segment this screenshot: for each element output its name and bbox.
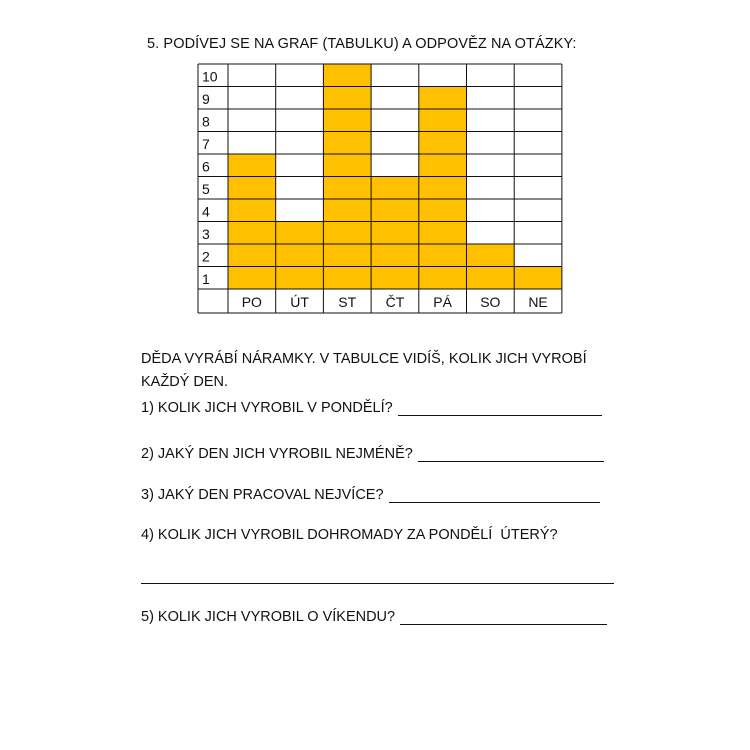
question-2-text: 2) JAKÝ DEN JICH VYROBIL NEJMÉNĚ?: [141, 446, 413, 462]
category-label-pá: PÁ: [433, 294, 452, 310]
answer-line-1[interactable]: [398, 401, 602, 416]
category-label-út: ÚT: [290, 294, 309, 310]
instruction-paragraph: DĚDA VYRÁBÍ NÁRAMKY. V TABULCE VIDÍŠ, KOLIK JICH VYROBÍ KAŽDÝ DEN.: [141, 351, 587, 390]
question-5-text: 5) KOLIK JICH VYROBIL O VÍKENDU?: [141, 609, 396, 625]
answer-line-2[interactable]: [418, 447, 604, 462]
answer-line-5[interactable]: [400, 610, 607, 625]
answer-line-4[interactable]: [141, 583, 614, 584]
answer-line-3[interactable]: [389, 488, 600, 503]
row-label-9: 9: [202, 91, 210, 107]
bar-čt: [371, 177, 419, 290]
category-label-po: PO: [241, 294, 262, 310]
question-3-text: 3) JAKÝ DEN PRACOVAL NEJVÍCE?: [141, 487, 384, 503]
row-label-8: 8: [202, 113, 210, 130]
bar-ne: [514, 267, 562, 290]
worksheet-heading: 5. PODÍVEJ SE NA GRAF (TABULKU) A ODPOVĚZ NA OTÁZKY:: [147, 36, 577, 52]
category-label-čt: ČT: [385, 294, 405, 310]
row-label-7: 7: [202, 136, 210, 152]
category-label-so: SO: [480, 294, 501, 310]
row-label-5: 5: [202, 181, 210, 197]
category-label-st: ST: [338, 294, 357, 310]
question-4: [141, 527, 558, 543]
question-3: [141, 487, 600, 503]
row-label-1: 1: [202, 271, 210, 287]
category-label-ne: NE: [528, 294, 548, 310]
question-1-text: 1) KOLIK JICH VYROBIL V PONDĚLÍ?: [141, 400, 393, 416]
row-label-3: 3: [202, 226, 210, 242]
question-4-text: 4) KOLIK JICH VYROBIL DOHROMADY ZA PONDĚLÍ ÚTERÝ?: [141, 527, 558, 543]
bar-pá: [419, 87, 467, 290]
bar-út: [276, 222, 324, 290]
question-1: [141, 400, 602, 416]
question-5: [141, 609, 607, 625]
row-label-6: 6: [202, 158, 210, 175]
row-label-2: 2: [202, 248, 210, 265]
row-label-10: 10: [202, 68, 218, 85]
question-2: [141, 446, 604, 462]
row-label-4: 4: [202, 203, 210, 220]
